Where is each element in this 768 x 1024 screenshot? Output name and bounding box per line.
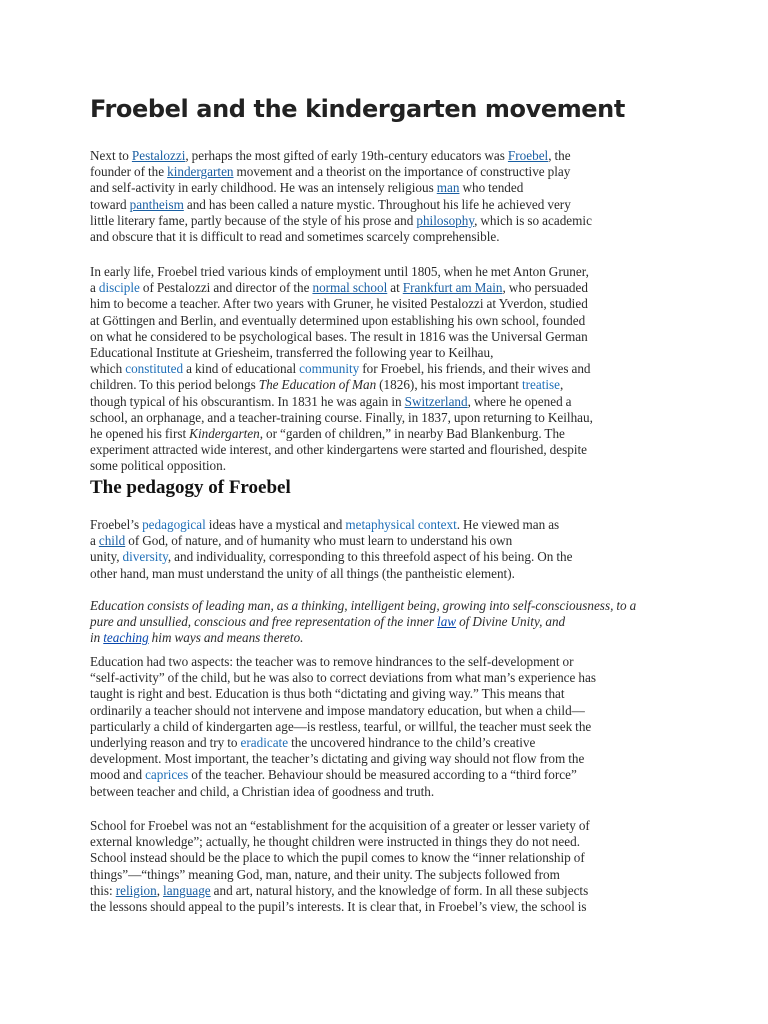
keyword-link[interactable]: metaphysical context [345,517,457,532]
text-run: him ways and means thereto. [148,630,304,646]
text-run: of Divine Unity, and [456,614,566,630]
hyperlink[interactable]: pantheism [129,196,184,212]
hyperlink[interactable]: language [163,882,211,898]
text-run: , or “garden of children,” in nearby Bad Blankenburg. The [259,426,565,442]
text-line [90,686,682,702]
text-line [90,598,682,614]
text-run: he opened his first [90,426,190,442]
text-line [90,533,682,549]
text-line [90,517,682,533]
text-run: movement and a theorist on the importance of constructive play [233,164,571,180]
text-run: founder of the [90,164,168,180]
keyword-link[interactable]: caprices [145,767,189,783]
text-line [90,180,682,196]
text-run: of Pestalozzi and director of the [139,280,313,296]
text-line [90,229,682,245]
text-run: which [90,361,126,377]
hyperlink[interactable]: law [437,614,457,630]
text-line [90,670,682,686]
text-run: for Froebel, his friends, and their wives and [359,361,591,377]
paragraph-5 [90,818,682,915]
hyperlink[interactable]: Pestalozzi [131,148,186,163]
text-line [90,630,682,646]
text-line [90,719,682,735]
text-run: a kind of educational [183,361,300,377]
text-run: , which is so academic [474,212,592,228]
text-run: and has been called a nature mystic. Throughout his life he achieved very [183,196,571,212]
text-run: In early life, Froebel tried various kinds of employment until 1805, when he met Anton Gruner, [90,264,589,279]
hyperlink[interactable]: Switzerland [404,393,468,409]
text-run: this: [90,882,116,898]
text-run: School instead should be the place to which the pupil comes to know the “inner relationship of [90,850,585,866]
text-run: a [90,533,99,549]
keyword-link[interactable]: community [299,361,360,377]
text-run: a [90,280,99,296]
text-line [90,213,682,229]
text-run: Education had two aspects: the teacher was to remove hindrances to the self-development or [90,654,574,669]
text-run: the lessons should appeal to the pupil’s interests. It is clear that, in Froebel’s view, the school is [90,899,587,915]
section-heading: The pedagogy of Froebel [90,477,291,498]
text-line [90,377,682,393]
text-run: at Göttingen and Berlin, and eventually determined upon establishing his own school, founded [90,312,586,328]
text-run: , who persuaded [502,280,588,296]
italic-title: The Education of Man [258,377,377,393]
article-title: Froebel and the kindergarten movement [90,95,625,123]
text-run: Next to [90,148,132,163]
text-line [90,442,682,458]
text-run: taught is right and best. Education is thus both “dictating and giving way.” This means that [90,686,565,702]
keyword-link[interactable]: diversity [122,549,168,565]
text-line [90,549,682,565]
text-run: and self-activity in early childhood. He was an intensely religious [90,180,437,196]
text-run: school, an orphanage, and a teacher-training course. Finally, in 1837, upon returning to Keilhau, [90,409,593,425]
keyword-link[interactable]: pedagogical [142,517,206,532]
text-line [90,784,682,800]
text-line [90,867,682,883]
hyperlink[interactable]: normal school [312,280,388,296]
text-line [90,394,682,410]
text-line [90,899,682,915]
hyperlink[interactable]: kindergarten [167,164,234,180]
text-line [90,767,682,783]
keyword-link[interactable]: disciple [98,280,140,296]
text-line [90,818,682,834]
text-line [90,654,682,670]
text-line [90,834,682,850]
hyperlink[interactable]: Frankfurt am Main [402,280,503,296]
hyperlink[interactable]: religion [115,882,157,898]
text-run: School for Froebel was not an “establishment for the acquisition of a greater or lesser variety of [90,818,590,833]
text-line [90,148,682,164]
text-run: and art, natural history, and the knowledge of form. In all these subjects [210,882,589,898]
keyword-link[interactable]: treatise [521,377,561,393]
text-run: little literary fame, partly because of the style of his prose and [90,212,417,228]
text-line [90,735,682,751]
paragraph-1 [90,148,682,245]
text-line [90,850,682,866]
text-line [90,566,682,582]
paragraph-4 [90,654,682,800]
text-run: in [90,630,104,646]
text-run: of the teacher. Behaviour should be measured according to a “third force” [188,767,577,783]
text-run: though typical of his obscurantism. In 1831 he was again in [90,393,405,409]
text-line [90,703,682,719]
text-run: some political opposition. [90,458,227,474]
text-line [90,426,682,442]
text-run: the uncovered hindrance to the child’s creative [288,735,536,751]
text-line [90,614,682,630]
text-run: other hand, man must understand the unity of all things (the pantheistic element). [90,565,515,581]
italic-title: Kindergarten [189,426,260,442]
text-run: mood and [90,767,146,783]
text-run: . He viewed man as [456,517,560,532]
text-line [90,751,682,767]
text-run: development. Most important, the teacher’s dictating and giving way should not flow from the [90,751,585,767]
text-run: who tended [459,180,524,196]
hyperlink[interactable]: child [98,533,126,549]
text-run: , perhaps the most gifted of early 19th-century educators was [185,148,508,163]
text-run: ordinarily a teacher should not intervene and impose mandatory education, but when a child— [90,702,585,718]
text-run: , the [548,148,571,163]
text-run: things”—“things” meaning God, man, nature, and their unity. The subjects followed from [90,866,560,882]
text-run: , and individuality, corresponding to this threefold aspect of his being. On the [167,549,573,565]
text-run: Education consists of leading man, as a thinking, intelligent being, growing into self-consciousness, to a [90,598,637,613]
text-line [90,361,682,377]
text-run: at [387,280,403,296]
text-line [90,313,682,329]
paragraph-3 [90,517,682,582]
text-run: on what he considered to be psychological bases. The result in 1816 was the Universal German [90,328,588,344]
text-line [90,264,682,280]
text-line [90,883,682,899]
keyword-link[interactable]: constituted [125,361,184,377]
hyperlink[interactable]: Froebel [507,148,549,163]
text-run: pure and unsullied, conscious and free representation of the inner [90,614,438,630]
hyperlink[interactable]: teaching [103,630,149,646]
text-run: toward [90,196,130,212]
text-run: children. To this period belongs [90,377,259,393]
text-run: experiment attracted wide interest, and other kindergartens were started and flourished, despite [90,442,588,458]
block-quote [90,598,682,647]
text-run: between teacher and child, a Christian idea of goodness and truth. [90,783,435,799]
text-run: him to become a teacher. After two years with Gruner, he visited Pestalozzi at Yverdon, studied [90,296,588,312]
hyperlink[interactable]: man [436,180,460,196]
text-run: Educational Institute at Griesheim, transferred the following year to Keilhau, [90,345,494,361]
text-run: , where he opened a [467,393,572,409]
text-line [90,410,682,426]
text-line [90,329,682,345]
paragraph-2 [90,264,682,475]
text-line [90,458,682,474]
keyword-link[interactable]: eradicate [240,735,289,751]
text-run: Froebel’s [90,517,143,532]
text-run: unity, [90,549,123,565]
hyperlink[interactable]: philosophy [416,212,475,228]
text-line [90,345,682,361]
text-line [90,280,682,296]
text-run: particularly a child of kindergarten age—is restless, tearful, or willful, the teacher must seek the [90,718,592,734]
text-run: , [156,882,164,898]
text-run: (1826), his most important [376,377,522,393]
text-run: ideas have a mystical and [205,517,346,532]
text-run: underlying reason and try to [90,735,241,751]
text-run: of God, of nature, and of humanity who must learn to understand his own [125,533,513,549]
text-line [90,296,682,312]
text-line [90,164,682,180]
text-run: and obscure that it is difficult to read and sometimes scarcely comprehensible. [90,229,500,245]
text-run: “self-activity” of the child, but he was also to correct deviations from what man’s experience has [90,670,596,686]
text-line [90,197,682,213]
text-run: external knowledge”; actually, he thought children were instructed in things they do not need. [90,834,580,850]
text-run: , [560,377,564,393]
